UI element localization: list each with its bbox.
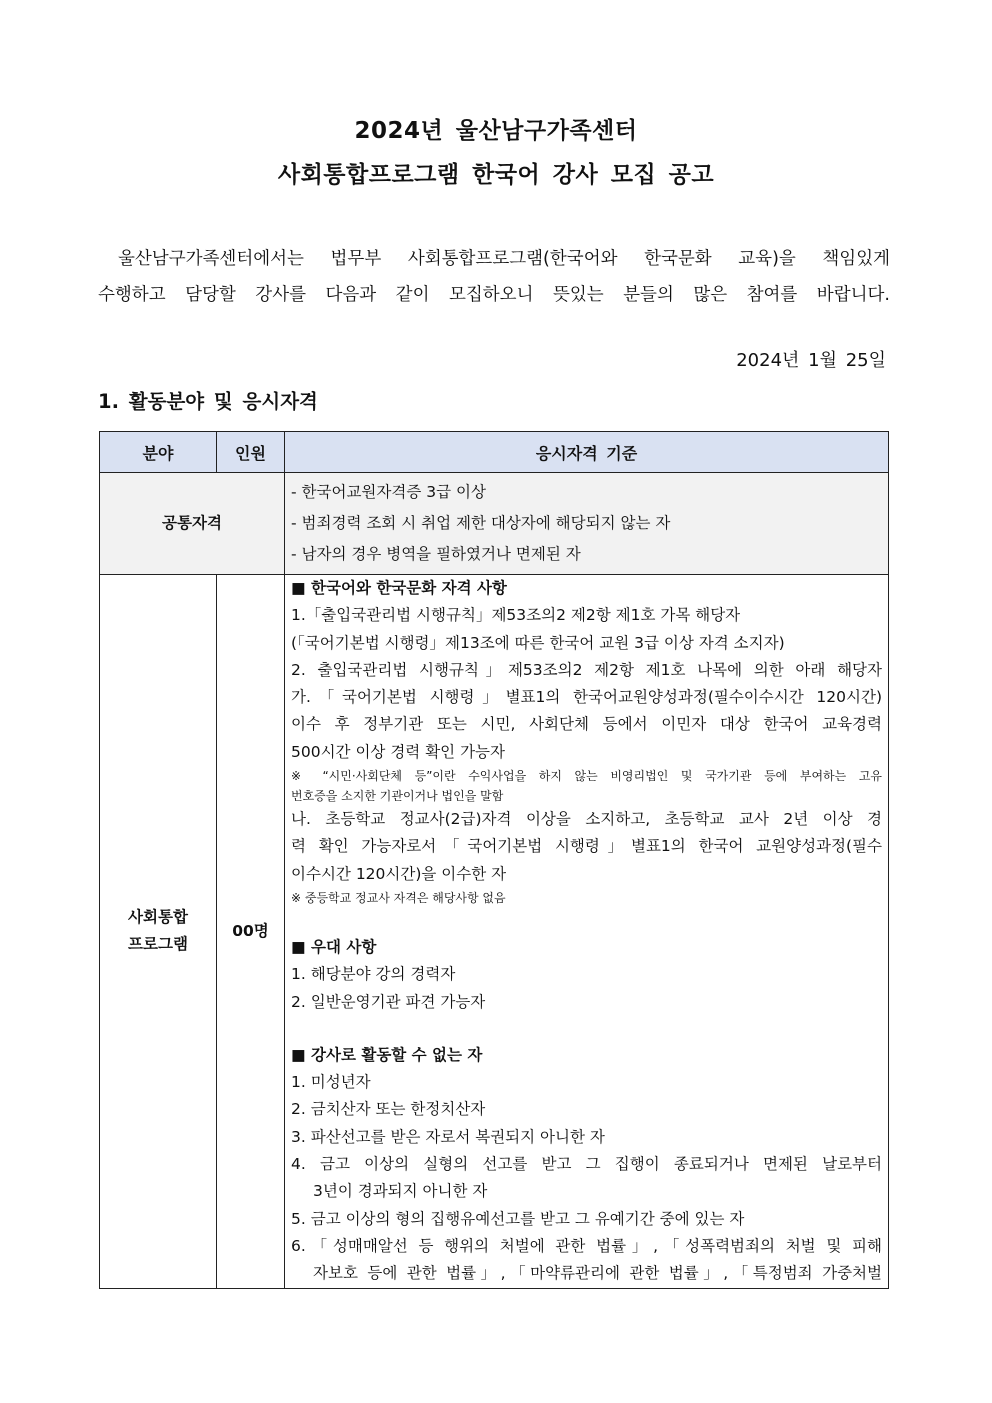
intro-line2: 수행하고 담당할 강사를 다음과 같이 모집하오니 뜻있는 분들의 많은 참여를 바랍니다.	[98, 285, 890, 305]
program-field-line2: 프로그램	[128, 935, 188, 954]
qual-line: 이수 후 정부기관 또는 시민, 사회단체 등에서 이민자 대상 한국어 교육경력	[291, 715, 882, 734]
disq-item: 2. 금치산자 또는 한정치산자	[291, 1100, 486, 1119]
disq-item: 3. 파산선고를 받은 자로서 복권되지 아니한 자	[291, 1127, 605, 1146]
disq-item: 1. 미성년자	[291, 1073, 371, 1092]
section1-title: 1. 활동분야 및 응시자격	[98, 390, 318, 413]
common-field: 공통자격	[100, 473, 285, 575]
spacer	[291, 908, 882, 934]
qualification-table	[99, 431, 889, 1289]
program-count: 00명	[217, 575, 285, 1289]
note1-line1: ※ “시민·사회단체 등”이란 수익사업을 하지 않는 비영리법인 및 국가기관 등에 부여하는 고유	[291, 769, 882, 784]
disq-item: 4. 금고 이상의 실형의 선고를 받고 그 집행이 종료되거나 면제된 날로부터	[291, 1155, 882, 1174]
table-row-common	[100, 473, 889, 575]
pref-item: 1. 해당분야 강의 경력자	[291, 965, 456, 984]
header-criteria: 응시자격 기준	[285, 432, 889, 473]
disq-item: 자보호 등에 관한 법률」,「마약류관리에 관한 법률」,「특정범죄 가중처벌	[313, 1264, 882, 1283]
spacer	[291, 1016, 882, 1042]
program-criteria	[285, 575, 889, 1289]
common-criteria	[285, 473, 889, 575]
program-field	[100, 575, 217, 1289]
qual-line: (「국어기본법 시행령」제13조에 따른 한국어 교원 3급 이상 자격 소지자)	[291, 633, 785, 652]
header-field: 분야	[100, 432, 217, 473]
qual-line: 500시간 이상 경력 확인 가능자	[291, 742, 505, 761]
note1-line2: 번호증을 소지한 기관이거나 법인을 말함	[291, 789, 504, 804]
header-count: 인원	[217, 432, 285, 473]
table-header-row	[100, 432, 889, 473]
pref-heading: ■ 우대 사항	[291, 937, 377, 956]
disq-heading: ■ 강사로 활동할 수 없는 자	[291, 1045, 483, 1064]
note2: ※ 중등학교 정교사 자격은 해당사항 없음	[291, 890, 506, 905]
qual-line: 력 확인 가능자로서「국어기본법 시행령」별표1의 한국어 교원양성과정(필수	[291, 837, 882, 856]
disq-item: 3년이 경과되지 아니한 자	[313, 1182, 488, 1201]
disq-item: 5. 금고 이상의 형의 집행유예선고를 받고 그 유예기간 중에 있는 자	[291, 1209, 745, 1228]
program-field-line1: 사회통합	[128, 908, 188, 927]
qual-line: 이수시간 120시간)을 이수한 자	[291, 864, 507, 883]
intro-line1: 울산남구가족센터에서는 법무부 사회통합프로그램(한국어와 한국문화 교육)을 책임있게	[118, 249, 890, 269]
qual-line: 2. 출입국관리법 시행규칙」제53조의2 제2항 제1호 나목에 의한 아래 해당자	[291, 660, 882, 679]
table-row-program	[100, 575, 889, 1289]
qual-heading: ■ 한국어와 한국문화 자격 사항	[291, 579, 507, 597]
notice-date: 2024년 1월 25일	[736, 350, 886, 371]
common-item: - 남자의 경우 병역을 필하였거나 면제된 자	[291, 545, 581, 563]
page-title-line1: 2024년 울산남구가족센터	[354, 118, 638, 144]
qual-line: 가.「국어기본법 시행령」별표1의 한국어교원양성과정(필수이수시간 120시간)	[291, 688, 882, 707]
pref-item: 2. 일반운영기관 파견 가능자	[291, 992, 486, 1011]
disq-item: 6.「성매매알선 등 행위의 처벌에 관한 법률」,「성폭력범죄의 처벌 및 피해	[291, 1236, 882, 1255]
qual-line: 나. 초등학교 정교사(2급)자격 이상을 소지하고, 초등학교 교사 2년 이상 경	[291, 810, 882, 829]
common-item: - 한국어교원자격증 3급 이상	[291, 483, 486, 501]
common-item: - 범죄경력 조회 시 취업 제한 대상자에 해당되지 않는 자	[291, 514, 671, 532]
qual-line: 1.「출입국관리법 시행규칙」제53조의2 제2항 제1호 가목 해당자	[291, 606, 741, 625]
page-title-line2: 사회통합프로그램 한국어 강사 모집 공고	[277, 162, 715, 188]
